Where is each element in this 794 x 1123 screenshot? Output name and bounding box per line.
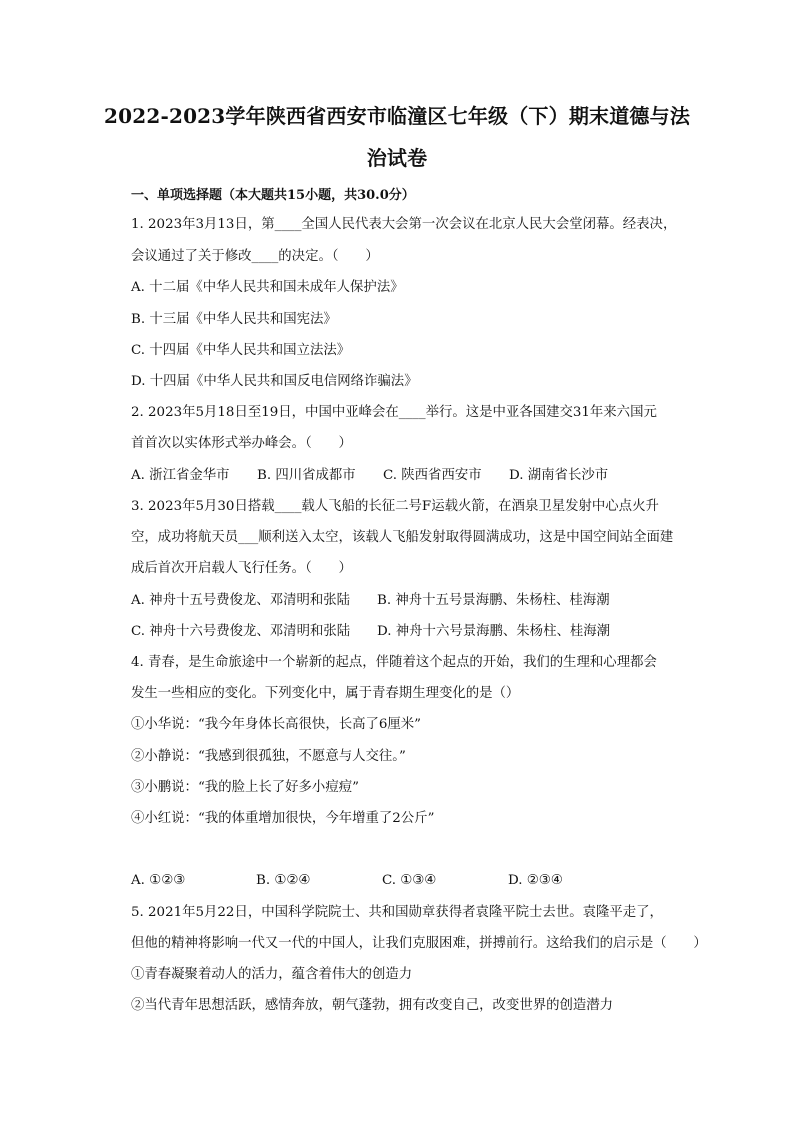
q2-option-a: A. 浙江省金华市: [131, 468, 230, 483]
q1-option-a: A. 十二届《中华人民共和国未成年人保护法》: [131, 280, 404, 295]
q5-statement-2: ②当代青年思想活跃，感情奔放，朝气蓬勃，拥有改变自己，改变世界的创造潜力: [131, 998, 614, 1013]
exam-title-line2: 治试卷: [366, 146, 428, 170]
q2-option-d: D. 湖南省长沙市: [509, 468, 609, 483]
q4-stem-line2: 发生一些相应的变化。下列变化中，属于青春期生理变化的是（）: [131, 686, 520, 701]
q4-option-a: A. ①②③: [131, 873, 186, 888]
q3-option-d: D. 神舟十六号景海鹏、朱杨柱、桂海潮: [377, 624, 611, 639]
q5-stem-line2: 但他的精神将影响一代又一代的中国人，让我们克服困难，拼搏前行。这给我们的启示是（ ）: [131, 936, 707, 951]
q3-stem-line1: 3. 2023年5月30日搭载____载人飞船的长征二号F运载火箭，在酒泉卫星发射中心点火升: [131, 499, 659, 514]
q1-option-b: B. 十三届《中华人民共和国宪法》: [131, 312, 337, 327]
q1-option-c: C. 十四届《中华人民共和国立法法》: [131, 343, 351, 358]
q1-stem-line2: 会议通过了关于修改____的决定。（ ）: [131, 249, 379, 264]
q5-statement-1: ①青春凝聚着动人的活力，蕴含着伟大的创造力: [131, 967, 413, 982]
q3-stem-line3: 成后首次开启载人飞行任务。（ ）: [131, 561, 352, 576]
q4-statement-3: ③小鹏说：“我的脸上长了好多小痘痘”: [131, 780, 359, 795]
q3-option-a: A. 神舟十五号费俊龙、邓清明和张陆: [131, 593, 351, 608]
q3-stem-line2: 空，成功将航天员___顺利送入太空，该载人飞船发射取得圆满成功，这是中国空间站全面建: [131, 530, 674, 545]
q4-statement-1: ①小华说：“我今年身体长高很快，长高了6厘米”: [131, 717, 422, 732]
q4-statement-4: ④小红说：“我的体重增加很快，今年增重了2公斤”: [131, 811, 435, 826]
q1-option-d: D. 十四届《中华人民共和国反电信网络诈骗法》: [131, 374, 418, 389]
q4-stem-line1: 4. 青春，是生命旅途中一个崭新的起点，伴随着这个起点的开始，我们的生理和心理都会: [131, 655, 657, 670]
q2-option-c: C. 陕西省西安市: [383, 468, 482, 483]
q2-stem-line2: 首首次以实体形式举办峰会。（ ）: [131, 436, 352, 451]
q4-statement-2: ②小静说：“我感到很孤独，不愿意与人交往。”: [131, 749, 406, 764]
q4-option-c: C. ①③④: [382, 873, 437, 888]
q2-stem-line1: 2. 2023年5月18日至19日，中国中亚峰会在____举行。这是中亚各国建交31年来六国元: [131, 405, 657, 420]
section-heading: 一、单项选择题（本大题共15小题，共30.0分）: [131, 188, 415, 203]
exam-title-line1: 2022-2023学年陕西省西安市临潼区七年级（下）期末道德与法: [103, 104, 691, 128]
q2-option-b: B. 四川省成都市: [257, 468, 356, 483]
q1-stem-line1: 1. 2023年3月13日，第____全国人民代表大会第一次会议在北京人民大会堂闭幕。经表决，: [131, 217, 677, 232]
q4-option-b: B. ①②④: [256, 873, 311, 888]
q4-option-d: D. ②③④: [508, 873, 563, 888]
q3-option-c: C. 神舟十六号费俊龙、邓清明和张陆: [131, 624, 351, 639]
q3-option-b: B. 神舟十五号景海鹏、朱杨柱、桂海潮: [377, 593, 610, 608]
q5-stem-line1: 5. 2021年5月22日，中国科学院院士、共和国勋章获得者袁隆平院士去世。袁隆平走了，: [131, 905, 663, 920]
